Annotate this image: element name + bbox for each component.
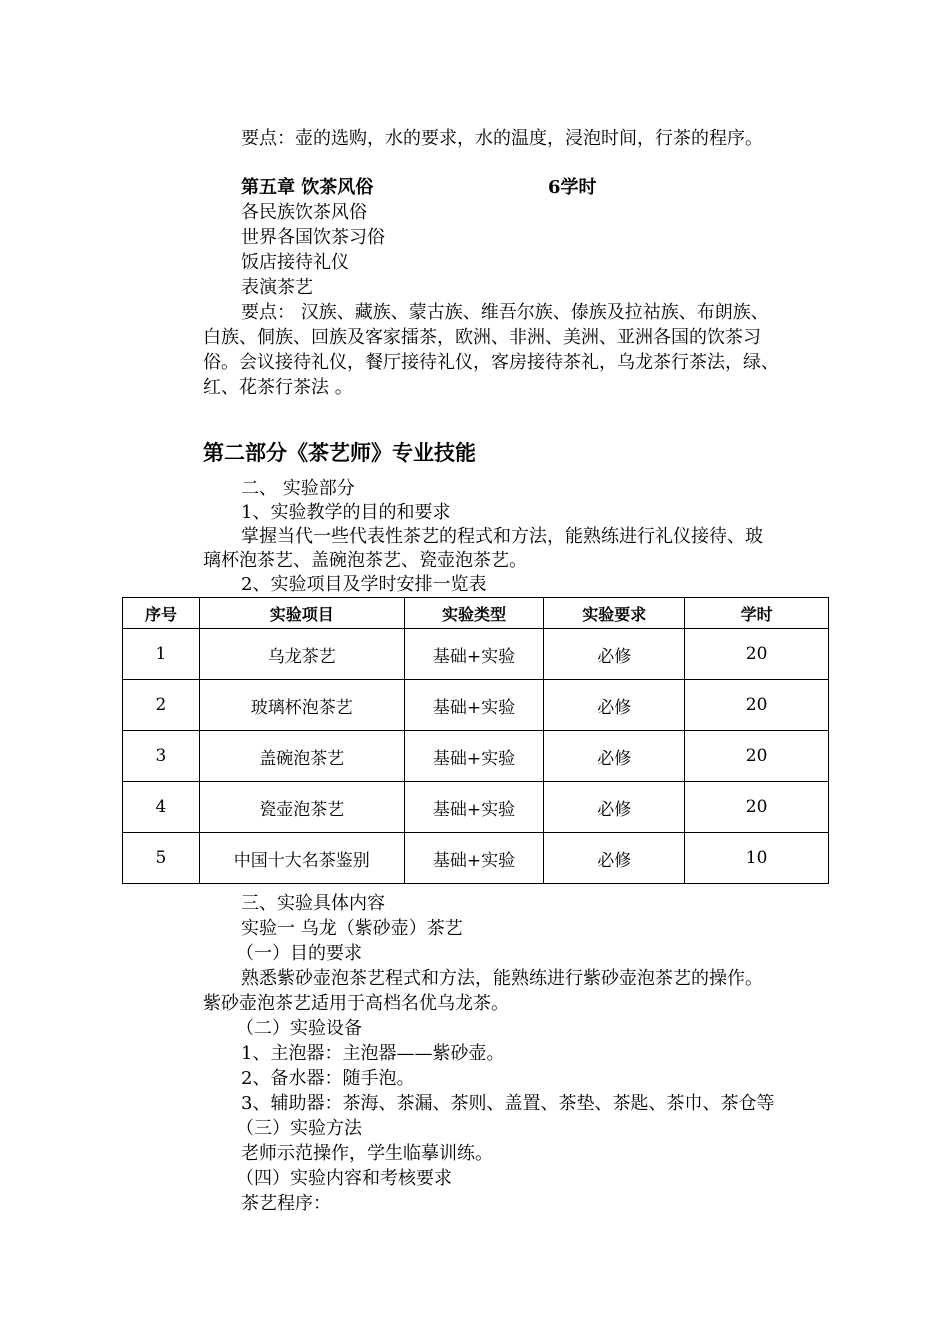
table-cell: 20 (685, 731, 829, 782)
table-cell: 必修 (544, 833, 685, 884)
table-row (123, 680, 829, 731)
chapter5-title: 第五章 饮茶风俗 (241, 177, 374, 198)
table-cell: 必修 (544, 782, 685, 833)
table-cell: 基础+实验 (404, 731, 544, 782)
table-cell: 乌龙茶艺 (199, 629, 404, 680)
table-row (123, 731, 829, 782)
table-cell: 基础+实验 (404, 629, 544, 680)
sub2-heading: 2、实验项目及学时安排一览表 (241, 574, 487, 595)
key-points-teapot: 要点：壶的选购，水的要求，水的温度，浸泡时间，行茶的程序。 (241, 128, 763, 149)
table-cell: 20 (685, 782, 829, 833)
equipment-item: 1、主泡器：主泡器——紫砂壶。 (241, 1043, 505, 1064)
chapter5-key-points: 俗。会议接待礼仪，餐厅接待礼仪，客房接待茶礼，乌龙茶行茶法，绿、 (203, 352, 779, 373)
section3-heading: 三、实验具体内容 (241, 893, 385, 914)
chapter5-item: 饭店接待礼仪 (241, 252, 349, 273)
table-cell: 20 (685, 680, 829, 731)
purpose-text: 紫砂壶泡茶艺适用于高档名优乌龙茶。 (203, 993, 509, 1014)
content-heading: （四）实验内容和考核要求 (236, 1168, 452, 1189)
experiment-table (122, 597, 829, 884)
method-text: 老师示范操作，学生临摹训练。 (241, 1143, 493, 1164)
chapter5-key-points: 红、花茶行茶法 。 (203, 377, 353, 398)
table-cell: 1 (123, 629, 200, 680)
table-cell: 5 (123, 833, 200, 884)
col-header: 实验要求 (544, 598, 685, 629)
chapter5-item: 世界各国饮茶习俗 (241, 227, 385, 248)
chapter5-item: 表演茶艺 (241, 277, 313, 298)
table-cell: 中国十大名茶鉴别 (199, 833, 404, 884)
table-cell: 必修 (544, 731, 685, 782)
table-cell: 必修 (544, 629, 685, 680)
table-cell: 玻璃杯泡茶艺 (199, 680, 404, 731)
col-header: 实验类型 (404, 598, 544, 629)
table-cell: 基础+实验 (404, 833, 544, 884)
table-cell: 4 (123, 782, 200, 833)
table-cell: 2 (123, 680, 200, 731)
equipment-item: 2、备水器：随手泡。 (241, 1068, 415, 1089)
method-heading: （三）实验方法 (236, 1118, 362, 1139)
equipment-item: 3、辅助器：茶海、茶漏、茶则、盖置、茶垫、茶匙、茶巾、茶仓等 (241, 1093, 775, 1114)
sub1-text: 掌握当代一些代表性茶艺的程式和方法，能熟练进行礼仪接待、玻 (241, 526, 763, 547)
sub1-heading: 1、实验教学的目的和要求 (241, 502, 451, 523)
table-row (123, 782, 829, 833)
col-header: 序号 (123, 598, 200, 629)
table-cell: 20 (685, 629, 829, 680)
table-cell: 必修 (544, 680, 685, 731)
table-cell: 3 (123, 731, 200, 782)
procedure-label: 茶艺程序： (241, 1193, 331, 1214)
purpose-text: 熟悉紫砂壶泡茶艺程式和方法，能熟练进行紫砂壶泡茶艺的操作。 (241, 968, 763, 989)
chapter5-hours: 6学时 (548, 177, 597, 198)
purpose-heading: （一）目的要求 (236, 943, 362, 964)
sub1-text: 璃杯泡茶艺、盖碗泡茶艺、瓷壶泡茶艺。 (203, 550, 527, 571)
chapter5-key-points: 要点： 汉族、藏族、蒙古族、维吾尔族、傣族及拉祜族、布朗族、 (241, 302, 769, 323)
chapter5-key-points: 白族、侗族、回族及客家擂茶，欧洲、非洲、美洲、亚洲各国的饮茶习 (203, 327, 761, 348)
equipment-heading: （二）实验设备 (236, 1018, 362, 1039)
table-cell: 瓷壶泡茶艺 (199, 782, 404, 833)
table-cell: 10 (685, 833, 829, 884)
col-header: 实验项目 (199, 598, 404, 629)
chapter5-item: 各民族饮茶风俗 (241, 202, 367, 223)
table-header-row (123, 598, 829, 629)
part2-title: 第二部分《茶艺师》专业技能 (203, 441, 476, 465)
section2-heading: 二、 实验部分 (241, 478, 355, 499)
table-cell: 基础+实验 (404, 680, 544, 731)
col-header: 学时 (685, 598, 829, 629)
table-cell: 基础+实验 (404, 782, 544, 833)
table-row (123, 833, 829, 884)
experiment1-title: 实验一 乌龙（紫砂壶）茶艺 (241, 918, 463, 939)
table-row (123, 629, 829, 680)
table-cell: 盖碗泡茶艺 (199, 731, 404, 782)
